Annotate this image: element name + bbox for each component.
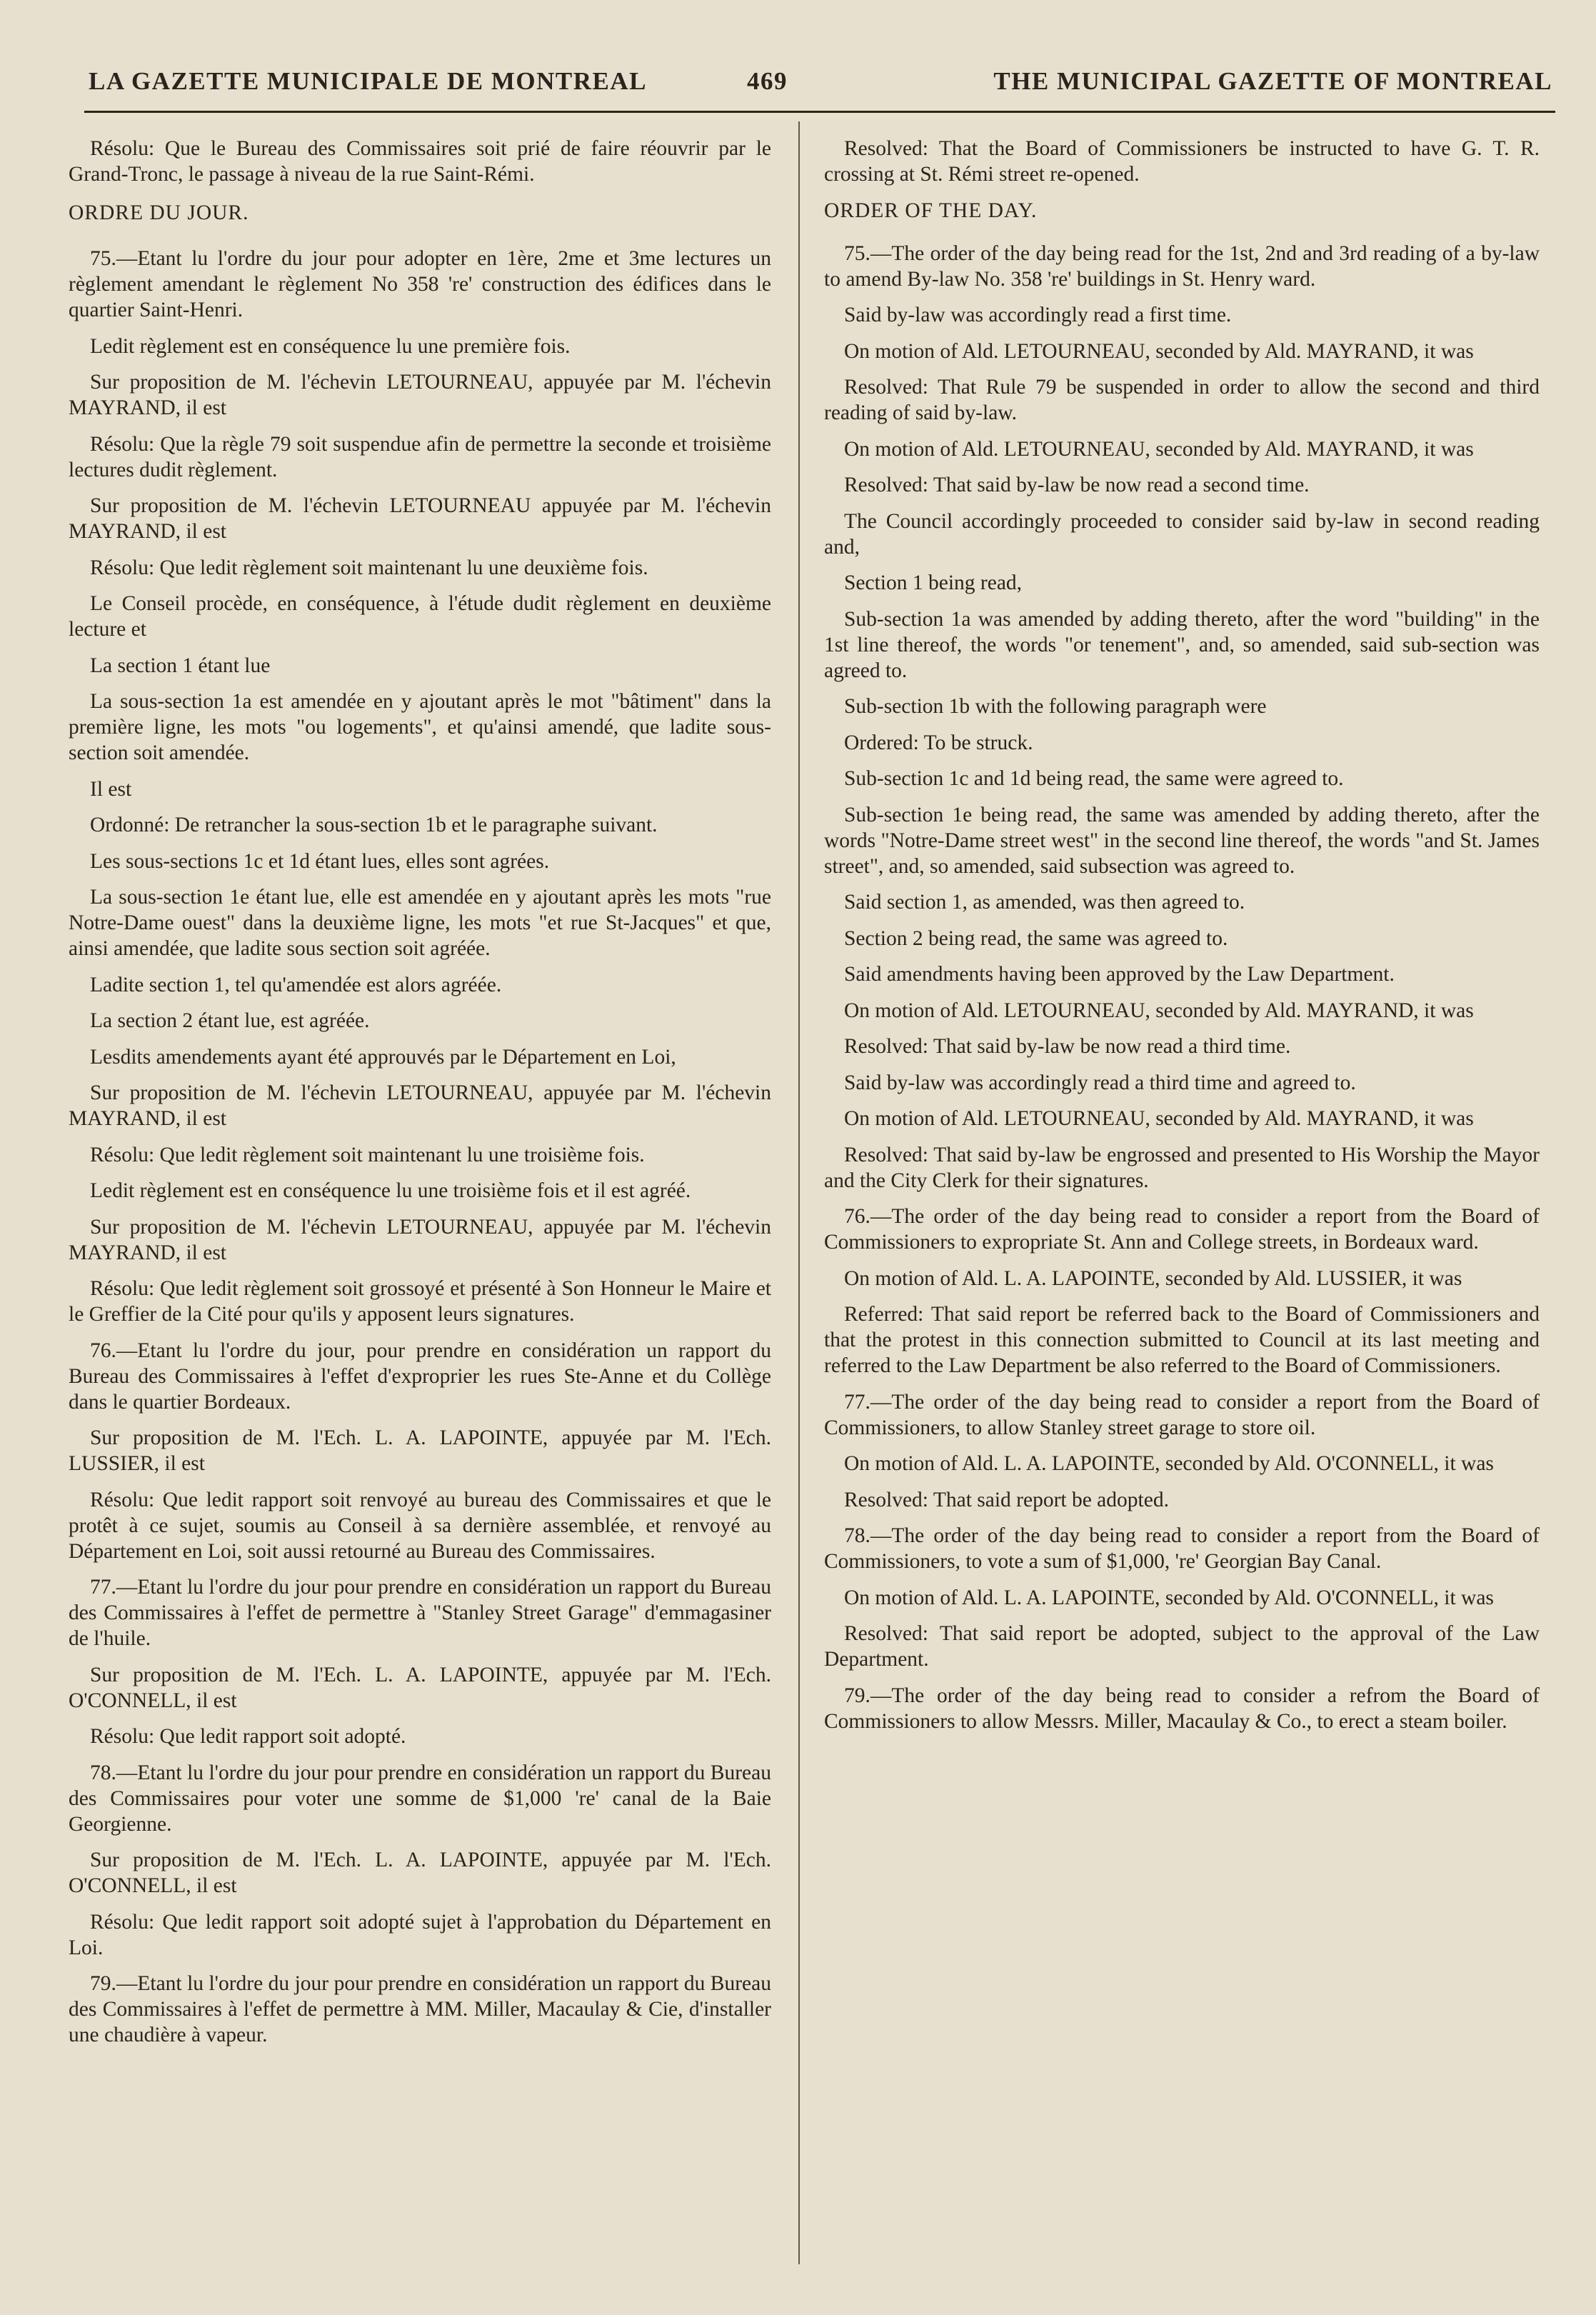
english-paragraph: Sub-section 1c and 1d being read, the same were agreed to.: [844, 767, 1344, 790]
french-paragraph: Résolu: Que ledit règlement soit maintenant lu une troisième fois.: [90, 1143, 645, 1166]
english-paragraph: Resolved: That said report be adopted, subject to the approval of the Law Department.: [824, 1622, 1540, 1671]
english-paragraph: Said by-law was accordingly read a first time.: [844, 304, 1232, 326]
french-paragraph: 76.—Etant lu l'ordre du jour, pour prendre en considération un rapport du Bureau des Commissaires à l'effet d'exproprier les rues Ste-Anne et du Collège dans le quartier Bordeaux.: [69, 1339, 771, 1414]
french-paragraph: ORDRE DU JOUR.: [69, 201, 249, 224]
french-paragraph: Les sous-sections 1c et 1d étant lues, elles sont agrées.: [90, 849, 550, 873]
french-paragraph: Ledit règlement est en conséquence lu une troisième fois et il est agréé.: [90, 1179, 691, 1202]
french-paragraph: Résolu: Que ledit règlement soit grossoyé et présenté à Son Honneur le Maire et le Greffier de la Cité pour qu'ils y apposent leurs signatures.: [69, 1277, 771, 1326]
english-paragraph: Ordered: To be struck.: [844, 731, 1033, 754]
english-paragraph: 78.—The order of the day being read to consider a report from the Board of Commissioners, to vote a sum of $1,000, 're' Georgian Bay Canal.: [824, 1524, 1540, 1573]
english-paragraph: Referred: That said report be referred back to the Board of Commissioners and that the protest in this connection submitted to Council at its last meeting and referred to the Law Department be also referred to the Board of Commissioners.: [824, 1303, 1540, 1377]
french-paragraph: Sur proposition de M. l'échevin LETOURNEAU, appuyée par M. l'échevin MAYRAND, il est: [69, 1081, 771, 1130]
english-column: [824, 136, 1540, 1744]
english-paragraph: 79.—The order of the day being read to consider a refrom the Board of Commissioners to allow Messrs. Miller, Macaulay & Co., to erect a steam boiler.: [824, 1684, 1540, 1733]
english-paragraph: Said amendments having been approved by the Law Department.: [844, 963, 1395, 986]
english-paragraph: Sub-section 1b with the following paragraph were: [844, 695, 1267, 718]
column-divider: [798, 121, 800, 2264]
english-paragraph: Resolved: That said by-law be now read a third time.: [844, 1035, 1291, 1058]
english-paragraph: On motion of Ald. L. A. LAPOINTE, seconded by Ald. LUSSIER, it was: [844, 1266, 1462, 1290]
french-paragraph: Résolu: Que la règle 79 soit suspendue afin de permettre la seconde et troisième lectures dudit règlement.: [69, 432, 771, 481]
french-paragraph: Résolu: Que ledit règlement soit maintenant lu une deuxième fois.: [90, 556, 648, 579]
english-paragraph: On motion of Ald. LETOURNEAU, seconded by Ald. MAYRAND, it was: [844, 1107, 1474, 1130]
french-paragraph: Sur proposition de M. l'échevin LETOURNEAU, appuyée par M. l'échevin MAYRAND, il est: [69, 1215, 771, 1264]
english-paragraph: Said by-law was accordingly read a third time and agreed to.: [844, 1071, 1356, 1094]
french-paragraph: La section 2 étant lue, est agréée.: [90, 1009, 370, 1032]
french-paragraph: Sur proposition de M. l'Ech. L. A. LAPOINTE, appuyée par M. l'Ech. O'CONNELL, il est: [69, 1849, 771, 1897]
english-paragraph: Sub-section 1a was amended by adding thereto, after the word "building" in the 1st line thereof, the words "or tenement", and, so amended, said sub-section was agreed to.: [824, 607, 1540, 682]
french-paragraph: La sous-section 1a est amendée en y ajoutant après le mot "bâtiment" dans la première ligne, les mots "ou logements", et qu'ainsi amendé, que ladite sous-section soit amendée.: [69, 690, 771, 764]
french-paragraph: Résolu: Que le Bureau des Commissaires soit prié de faire réouvrir par le Grand-Tronc, le passage à niveau de la rue Saint-Rémi.: [69, 137, 771, 186]
english-paragraph: Resolved: That Rule 79 be suspended in order to allow the second and third reading of said by-law.: [824, 376, 1540, 424]
french-paragraph: Ledit règlement est en conséquence lu une première fois.: [90, 334, 571, 358]
french-paragraph: Ladite section 1, tel qu'amendée est alors agréée.: [90, 973, 502, 996]
english-paragraph: Section 2 being read, the same was agreed to.: [844, 926, 1228, 950]
english-paragraph: The Council accordingly proceeded to consider said by-law in second reading and,: [824, 509, 1540, 559]
english-paragraph: Resolved: That said by-law be engrossed and presented to His Worship the Mayor and the City Clerk for their signatures.: [824, 1143, 1540, 1192]
english-paragraph: Sub-section 1e being read, the same was amended by adding thereto, after the words "Notre-Dame street west" in the second line thereof, the words "and St. James street", and, so amended, said subsection was agreed to.: [824, 803, 1540, 878]
page-number: 469: [747, 67, 788, 95]
french-column: [69, 136, 771, 2059]
english-paragraph: ORDER OF THE DAY.: [824, 199, 1038, 222]
english-paragraph: On motion of Ald. L. A. LAPOINTE, seconded by Ald. O'CONNELL, it was: [844, 1586, 1494, 1609]
french-paragraph: Résolu: Que ledit rapport soit adopté sujet à l'approbation du Département en Loi.: [69, 1910, 771, 1959]
english-paragraph: Resolved: That the Board of Commissioners be instructed to have G. T. R. crossing at St. Rémi street re-opened.: [824, 137, 1540, 186]
english-paragraph: 76.—The order of the day being read to consider a report from the Board of Commissioners to expropriate St. Ann and College streets, in Bordeaux ward.: [824, 1205, 1540, 1254]
french-paragraph: 75.—Etant lu l'ordre du jour pour adopter en 1ère, 2me et 3me lectures un règlement amendant le règlement No 358 're' construction des édifices dans le quartier Saint-Henri.: [69, 247, 771, 321]
french-paragraph: Sur proposition de M. l'Ech. L. A. LAPOINTE, appuyée par M. l'Ech. LUSSIER, il est: [69, 1426, 771, 1475]
french-paragraph: 78.—Etant lu l'ordre du jour pour prendre en considération un rapport du Bureau des Commissaires pour voter une somme de $1,000 're' canal de la Baie Georgienne.: [69, 1761, 771, 1836]
french-paragraph: 77.—Etant lu l'ordre du jour pour prendre en considération un rapport du Bureau des Commissaires à l'effet de permettre à "Stanley Street Garage" d'emmagasiner de l'huile.: [69, 1576, 771, 1650]
french-paragraph: Résolu: Que ledit rapport soit adopté.: [90, 1725, 406, 1748]
header-title-french: LA GAZETTE MUNICIPALE DE MONTREAL: [89, 67, 648, 95]
french-paragraph: La section 1 étant lue: [90, 654, 271, 677]
english-paragraph: On motion of Ald. LETOURNEAU, seconded by Ald. MAYRAND, it was: [844, 999, 1474, 1022]
french-paragraph: Ordonné: De retrancher la sous-section 1b et le paragraphe suivant.: [90, 814, 658, 836]
english-paragraph: 77.—The order of the day being read to consider a report from the Board of Commissioners, to allow Stanley street garage to store oil.: [824, 1390, 1540, 1439]
french-paragraph: Lesdits amendements ayant été approuvés par le Département en Loi,: [90, 1045, 676, 1069]
french-paragraph: Le Conseil procède, en conséquence, à l'étude dudit règlement en deuxième lecture et: [69, 592, 771, 641]
french-paragraph: Sur proposition de M. l'Ech. L. A. LAPOINTE, appuyée par M. l'Ech. O'CONNELL, il est: [69, 1663, 771, 1712]
english-paragraph: Resolved: That said by-law be now read a second time.: [844, 474, 1310, 496]
header-title-english: THE MUNICIPAL GAZETTE OF MONTREAL: [993, 67, 1552, 95]
english-paragraph: On motion of Ald. L. A. LAPOINTE, seconded by Ald. O'CONNELL, it was: [844, 1452, 1494, 1475]
french-paragraph: 79.—Etant lu l'ordre du jour pour prendre en considération un rapport du Bureau des Commissaires à l'effet de permettre à MM. Miller, Macaulay & Cie, d'installer une chaudière à vapeur.: [69, 1972, 771, 2046]
french-paragraph: Résolu: Que ledit rapport soit renvoyé au bureau des Commissaires et que le protêt à ce sujet, soumis au Conseil à sa dernière assemblée, et renvoyé au Département en Loi, soit aussi retourné au Bureau des Commissaires.: [69, 1488, 771, 1563]
english-paragraph: Said section 1, as amended, was then agreed to.: [844, 891, 1245, 914]
english-paragraph: Section 1 being read,: [844, 571, 1023, 594]
header-rule: [84, 111, 1555, 113]
english-paragraph: On motion of Ald. LETOURNEAU, seconded by Ald. MAYRAND, it was: [844, 339, 1474, 363]
english-paragraph: 75.—The order of the day being read for the 1st, 2nd and 3rd reading of a by-law to amend By-law No. 358 're' buildings in St. Henry ward.: [824, 241, 1540, 291]
page-header: [84, 63, 1555, 106]
french-paragraph: Il est: [90, 777, 132, 801]
french-paragraph: La sous-section 1e étant lue, elle est amendée en y ajoutant après les mots "rue Notre-Dame ouest" dans la deuxième ligne, les mots "et rue St-Jacques" et que, ainsi amendée, que ladite sous section soit agréée.: [69, 886, 771, 960]
english-paragraph: On motion of Ald. LETOURNEAU, seconded by Ald. MAYRAND, it was: [844, 437, 1474, 461]
english-paragraph: Resolved: That said report be adopted.: [844, 1488, 1169, 1511]
french-paragraph: Sur proposition de M. l'échevin LETOURNEAU appuyée par M. l'échevin MAYRAND, il est: [69, 494, 771, 543]
french-paragraph: Sur proposition de M. l'échevin LETOURNEAU, appuyée par M. l'échevin MAYRAND, il est: [69, 371, 771, 419]
